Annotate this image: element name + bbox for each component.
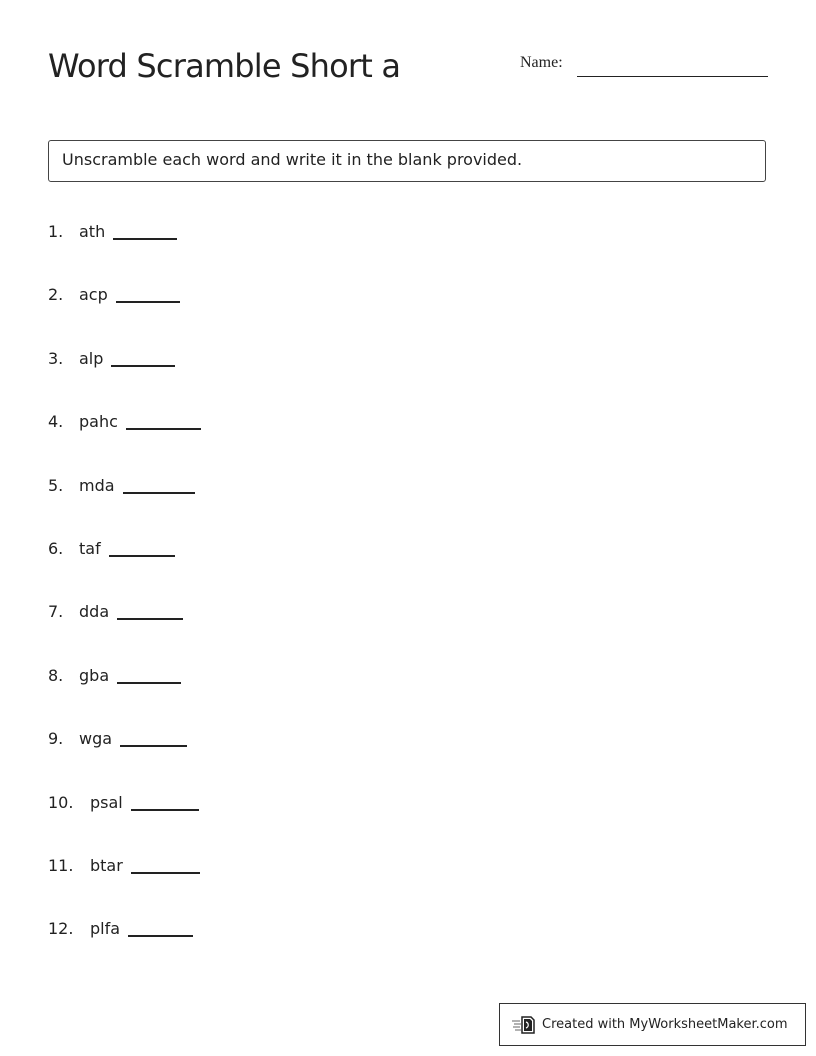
item-number: 1.	[48, 222, 64, 241]
answer-blank[interactable]	[131, 872, 200, 874]
answer-blank[interactable]	[120, 745, 187, 747]
scrambled-word: psal	[90, 792, 123, 812]
scrambled-word: plfa	[90, 919, 121, 939]
scrambled-word: ath	[79, 222, 106, 241]
item-number: 2.	[48, 285, 64, 305]
list-item	[48, 412, 648, 475]
item-number: 9.	[48, 729, 64, 749]
name-blank-line	[577, 76, 768, 77]
answer-blank[interactable]	[128, 935, 193, 937]
list-item	[48, 539, 648, 602]
scrambled-word: pahc	[79, 412, 118, 432]
list-item	[48, 285, 648, 348]
worksheet-logo-icon	[512, 1015, 536, 1035]
scrambled-word: btar	[90, 855, 123, 875]
item-number: 12.	[48, 919, 74, 939]
answer-blank[interactable]	[117, 682, 181, 684]
list-item	[48, 476, 648, 539]
item-number: 7.	[48, 602, 64, 622]
answer-blank[interactable]	[111, 365, 175, 367]
answer-blank[interactable]	[116, 301, 180, 303]
name-label: Name:	[520, 54, 563, 71]
item-number: 6.	[48, 538, 64, 558]
item-number: 8.	[48, 665, 64, 685]
scrambled-word: gba	[79, 665, 110, 685]
list-item	[48, 919, 648, 982]
list-item	[48, 602, 648, 665]
footer-credit-badge[interactable]	[499, 1003, 806, 1046]
item-number: 10.	[48, 792, 74, 812]
list-item	[48, 729, 648, 792]
word-scramble-list	[48, 222, 648, 983]
list-item	[48, 222, 648, 285]
scrambled-word: taf	[79, 538, 101, 558]
item-number: 3.	[48, 348, 64, 368]
footer-credit-text: Created with MyWorksheetMaker.com	[542, 1017, 788, 1032]
instructions-text: Unscramble each word and write it in the blank provided.	[62, 150, 523, 169]
item-number: 11.	[48, 855, 74, 875]
worksheet-title: Word Scramble Short a	[48, 47, 401, 85]
scrambled-word: dda	[79, 602, 110, 622]
list-item	[48, 856, 648, 919]
scrambled-word: acp	[79, 285, 108, 305]
answer-blank[interactable]	[131, 809, 199, 811]
item-number: 4.	[48, 412, 64, 432]
answer-blank[interactable]	[109, 555, 175, 557]
list-item	[48, 349, 648, 412]
answer-blank[interactable]	[117, 618, 183, 620]
list-item	[48, 666, 648, 729]
list-item	[48, 793, 648, 856]
scrambled-word: wga	[79, 729, 113, 749]
item-number: 5.	[48, 475, 64, 495]
scrambled-word: alp	[79, 348, 104, 368]
answer-blank[interactable]	[123, 492, 195, 494]
scrambled-word: mda	[79, 475, 115, 495]
instructions-box	[48, 140, 766, 182]
answer-blank[interactable]	[126, 428, 201, 430]
answer-blank[interactable]	[113, 238, 177, 240]
